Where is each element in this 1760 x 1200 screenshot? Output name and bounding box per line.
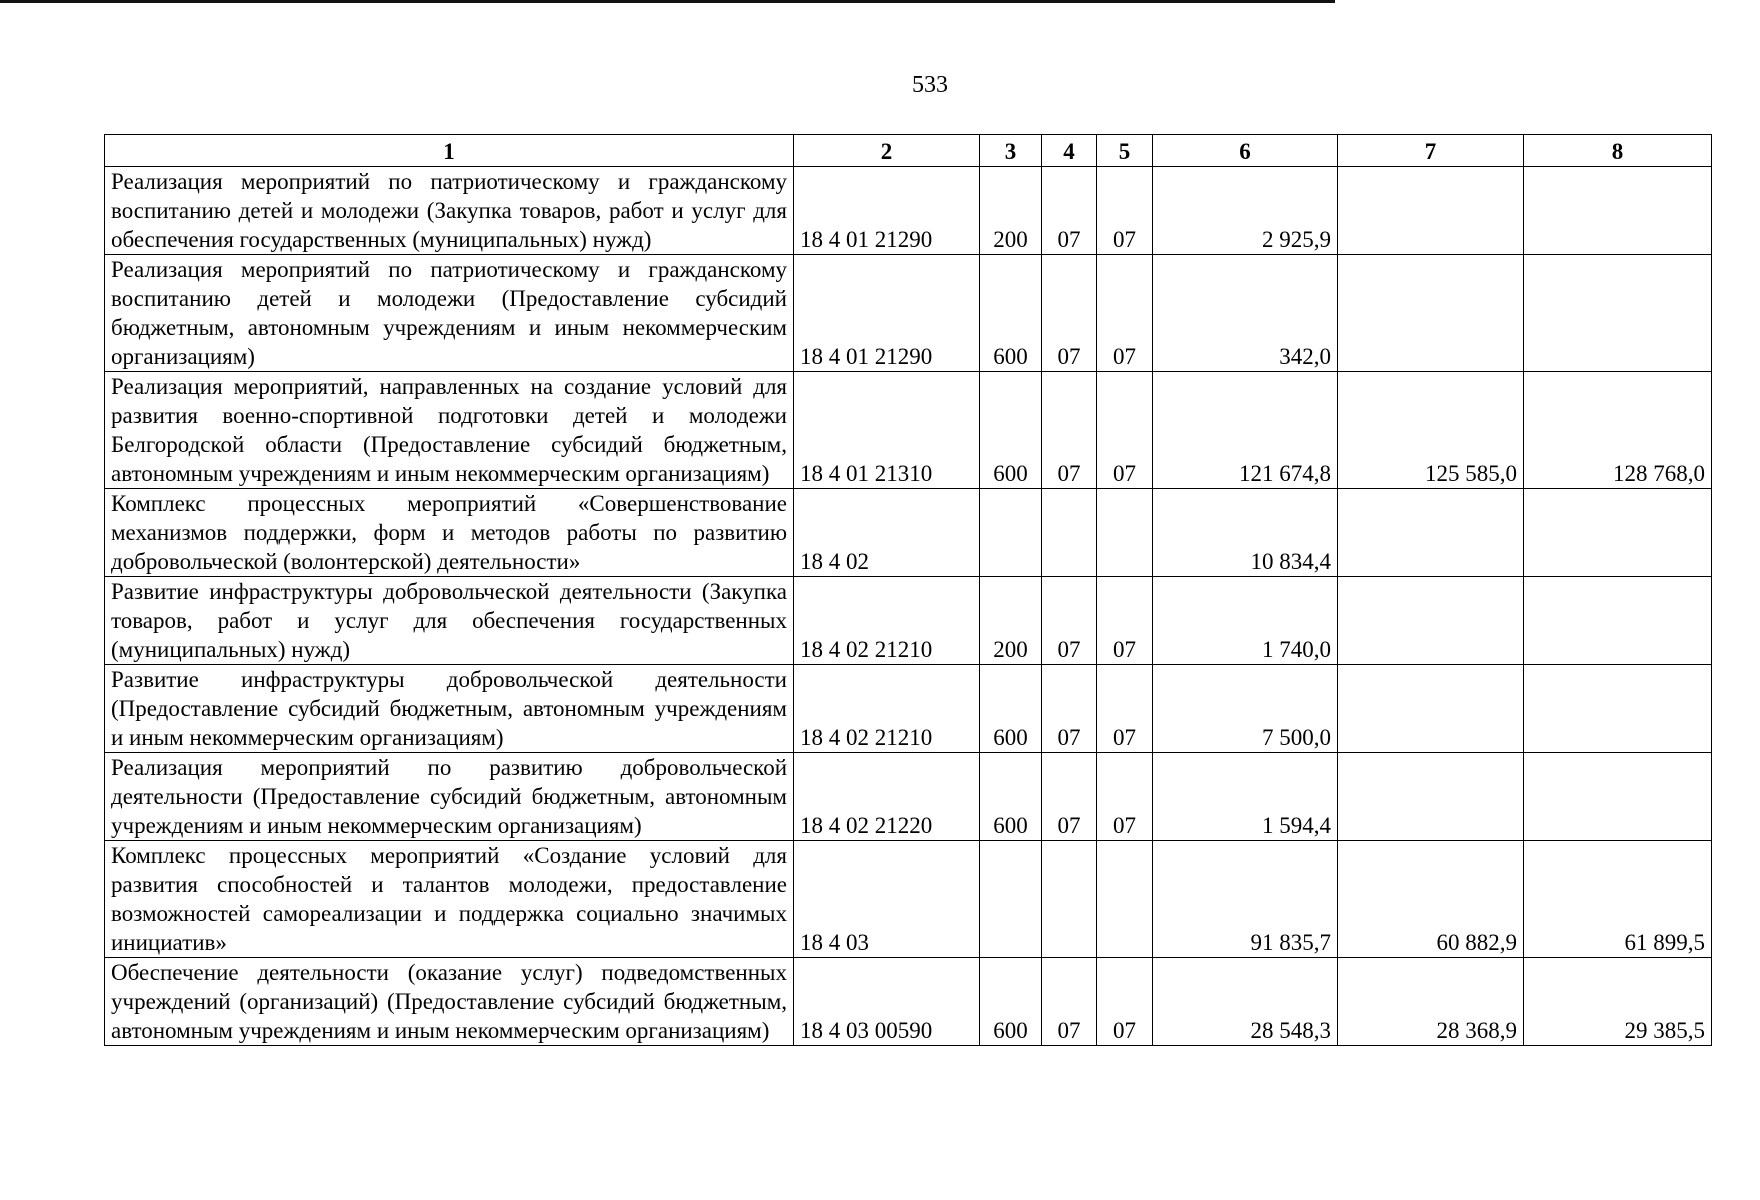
- page-number: 533: [912, 72, 948, 98]
- header-cell-6: 6: [1153, 135, 1338, 167]
- row-section: 07: [1042, 577, 1097, 665]
- row-section: 07: [1042, 167, 1097, 255]
- header-cell-1: 1: [105, 135, 794, 167]
- row-amount-col7: 28 368,9: [1338, 958, 1524, 1046]
- row-expense-type: 600: [980, 958, 1042, 1046]
- top-rule: [0, 0, 1335, 3]
- row-name: Реализация мероприятий, направленных на создание условий для развития военно-спортивной подготовки детей и молодежи Белгородской области (Предоставление субсидий бюджетным, автономным учреждениям и иным некоммерческим организациям): [105, 372, 794, 489]
- row-amount-col7: 60 882,9: [1338, 841, 1524, 958]
- row-code: 18 4 01 21290: [794, 167, 980, 255]
- row-amount-col6: 10 834,4: [1153, 489, 1338, 577]
- row-expense-type: 200: [980, 167, 1042, 255]
- row-subsection: 07: [1097, 167, 1153, 255]
- row-section: [1042, 489, 1097, 577]
- row-name: Реализация мероприятий по развитию добровольческой деятельности (Предоставление субсидий бюджетным, автономным учреждениям и иным некоммерческим организациям): [105, 753, 794, 841]
- header-cell-4: 4: [1042, 135, 1097, 167]
- row-code: 18 4 02 21210: [794, 665, 980, 753]
- row-name: Комплекс процессных мероприятий «Совершенствование механизмов поддержки, форм и методов работы по развитию добровольческой (волонтерской) деятельности»: [105, 489, 794, 577]
- row-section: 07: [1042, 665, 1097, 753]
- row-section: 07: [1042, 958, 1097, 1046]
- row-code: 18 4 01 21290: [794, 255, 980, 372]
- row-amount-col6: 7 500,0: [1153, 665, 1338, 753]
- row-expense-type: [980, 841, 1042, 958]
- row-expense-type: 600: [980, 753, 1042, 841]
- table-row: [105, 577, 1712, 665]
- row-expense-type: 600: [980, 255, 1042, 372]
- row-section: 07: [1042, 753, 1097, 841]
- row-amount-col8: 128 768,0: [1524, 372, 1712, 489]
- row-section: 07: [1042, 372, 1097, 489]
- row-amount-col7: [1338, 753, 1524, 841]
- row-amount-col6: 2 925,9: [1153, 167, 1338, 255]
- row-amount-col7: 125 585,0: [1338, 372, 1524, 489]
- row-code: 18 4 03 00590: [794, 958, 980, 1046]
- header-cell-8: 8: [1524, 135, 1712, 167]
- row-expense-type: [980, 489, 1042, 577]
- row-amount-col6: 91 835,7: [1153, 841, 1338, 958]
- row-expense-type: 200: [980, 577, 1042, 665]
- row-subsection: 07: [1097, 372, 1153, 489]
- row-code: 18 4 03: [794, 841, 980, 958]
- row-amount-col6: 121 674,8: [1153, 372, 1338, 489]
- table-row: [105, 255, 1712, 372]
- header-cell-7: 7: [1338, 135, 1524, 167]
- table-row: [105, 841, 1712, 958]
- row-expense-type: 600: [980, 665, 1042, 753]
- row-name: Реализация мероприятий по патриотическому и гражданскому воспитанию детей и молодежи (Закупка товаров, работ и услуг для обеспечения государственных (муниципальных) нужд): [105, 167, 794, 255]
- row-amount-col7: [1338, 167, 1524, 255]
- table-row: [105, 753, 1712, 841]
- row-amount-col7: [1338, 489, 1524, 577]
- row-name: Комплекс процессных мероприятий «Создание условий для развития способностей и талантов молодежи, предоставление возможностей самореализации и поддержка социально значимых инициатив»: [105, 841, 794, 958]
- row-subsection: 07: [1097, 577, 1153, 665]
- header-cell-5: 5: [1097, 135, 1153, 167]
- table-row: [105, 372, 1712, 489]
- row-amount-col8: [1524, 753, 1712, 841]
- row-amount-col8: [1524, 665, 1712, 753]
- row-code: 18 4 02 21220: [794, 753, 980, 841]
- row-amount-col6: 1 594,4: [1153, 753, 1338, 841]
- header-cell-2: 2: [794, 135, 980, 167]
- row-amount-col6: 1 740,0: [1153, 577, 1338, 665]
- row-subsection: [1097, 489, 1153, 577]
- row-code: 18 4 01 21310: [794, 372, 980, 489]
- budget-table: [104, 134, 1712, 1046]
- header-row: [105, 135, 1712, 167]
- row-section: [1042, 841, 1097, 958]
- row-section: 07: [1042, 255, 1097, 372]
- row-name: Развитие инфраструктуры добровольческой деятельности (Закупка товаров, работ и услуг для обеспечения государственных (муниципальных) нужд): [105, 577, 794, 665]
- row-code: 18 4 02 21210: [794, 577, 980, 665]
- row-expense-type: 600: [980, 372, 1042, 489]
- row-amount-col8: 29 385,5: [1524, 958, 1712, 1046]
- row-amount-col8: [1524, 489, 1712, 577]
- row-amount-col8: [1524, 255, 1712, 372]
- row-subsection: 07: [1097, 958, 1153, 1046]
- row-amount-col7: [1338, 577, 1524, 665]
- row-amount-col7: [1338, 665, 1524, 753]
- row-amount-col8: [1524, 167, 1712, 255]
- table-row: [105, 665, 1712, 753]
- table-row: [105, 489, 1712, 577]
- row-amount-col6: 342,0: [1153, 255, 1338, 372]
- row-amount-col8: 61 899,5: [1524, 841, 1712, 958]
- row-name: Развитие инфраструктуры добровольческой деятельности (Предоставление субсидий бюджетным, автономным учреждениям и иным некоммерческим организациям): [105, 665, 794, 753]
- row-amount-col6: 28 548,3: [1153, 958, 1338, 1046]
- row-name: Обеспечение деятельности (оказание услуг) подведомственных учреждений (организаций) (Предоставление субсидий бюджетным, автономным учреждениям и иным некоммерческим организациям): [105, 958, 794, 1046]
- row-amount-col8: [1524, 577, 1712, 665]
- row-subsection: [1097, 841, 1153, 958]
- row-name: Реализация мероприятий по патриотическому и гражданскому воспитанию детей и молодежи (Предоставление субсидий бюджетным, автономным учреждениям и иным некоммерческим организациям): [105, 255, 794, 372]
- row-amount-col7: [1338, 255, 1524, 372]
- row-subsection: 07: [1097, 753, 1153, 841]
- table-row: [105, 167, 1712, 255]
- table-row: [105, 958, 1712, 1046]
- row-subsection: 07: [1097, 255, 1153, 372]
- header-cell-3: 3: [980, 135, 1042, 167]
- row-subsection: 07: [1097, 665, 1153, 753]
- row-code: 18 4 02: [794, 489, 980, 577]
